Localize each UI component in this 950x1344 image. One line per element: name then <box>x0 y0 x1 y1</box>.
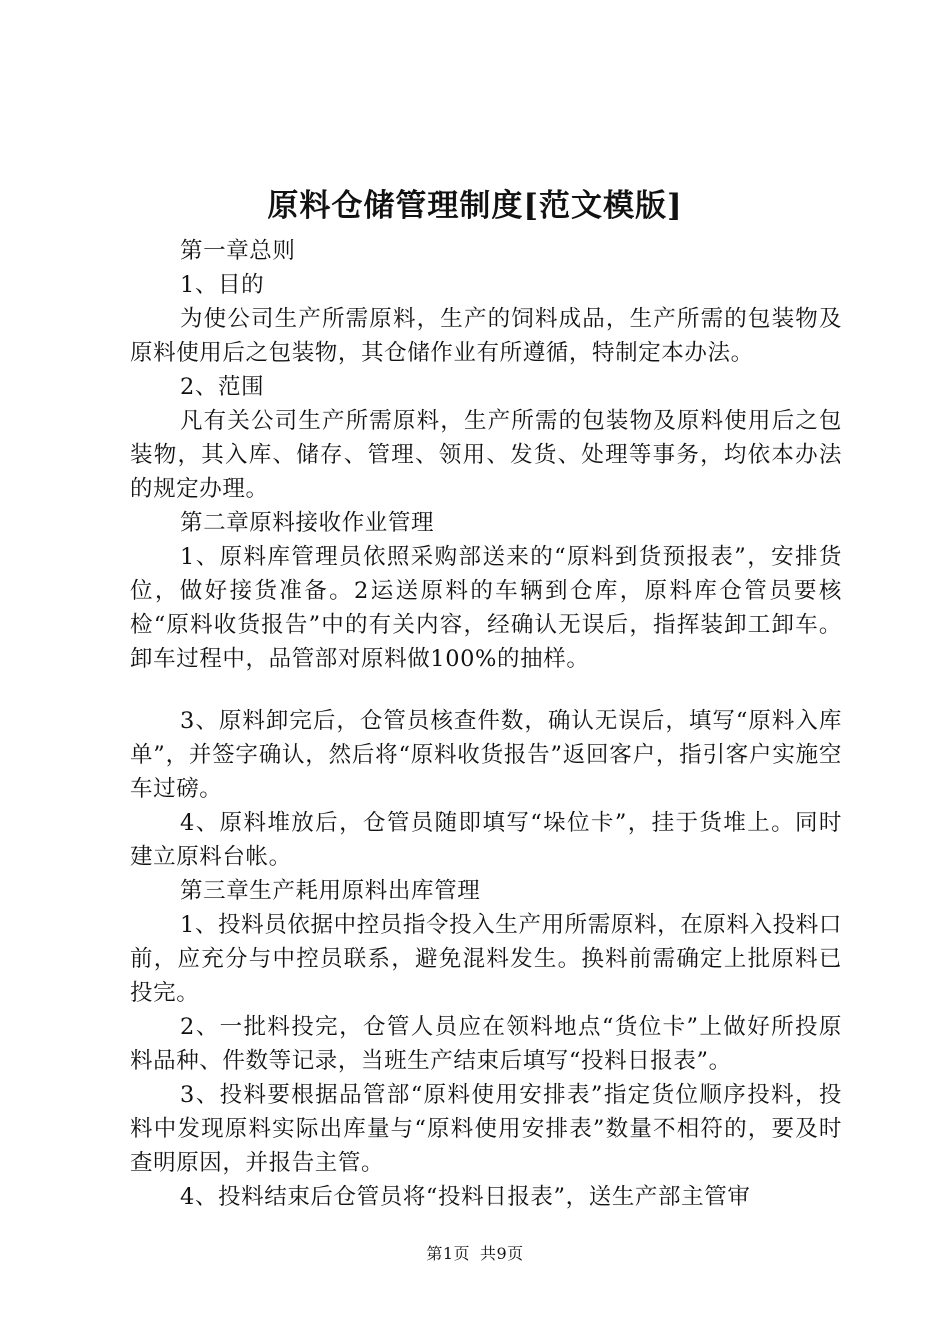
paragraph: 4、原料堆放后，仓管员随即填写“垛位卡”，挂于货堆上。同时建立原料台帐。 <box>130 810 842 870</box>
document-body <box>130 234 842 1214</box>
chapter-heading: 第一章总则 <box>180 238 296 264</box>
paragraph: 1、投料员依据中控员指令投入生产用所需原料，在原料入投料口前，应充分与中控员联系，避免混料发生。换料前需确定上批原料已投完。 <box>130 912 842 1006</box>
paragraph: 凡有关公司生产所需原料，生产所需的包装物及原料使用后之包装物，其入库、储存、管理、领用、发货、处理等事务，均依本办法的规定办理。 <box>130 408 842 502</box>
paragraph: 4、投料结束后仓管员将“投料日报表”，送生产部主管审 <box>180 1184 751 1210</box>
page-footer <box>0 1243 950 1265</box>
paragraph: 1、原料库管理员依照采购部送来的“原料到货预报表”，安排货位，做好接货准备。2运送原料的车辆到仓库，原料库仓管员要核检“原料收货报告”中的有关内容，经确认无误后，指挥装卸工卸车。卸车过程中，品管部对原料做100%的抽样。 <box>130 544 842 672</box>
chapter-heading: 第三章生产耗用原料出库管理 <box>180 878 481 904</box>
page-number: 第1页 <box>426 1244 470 1263</box>
paragraph: 为使公司生产所需原料，生产的饲料成品，生产所需的包装物及原料使用后之包装物，其仓储作业有所遵循，特制定本办法。 <box>130 306 842 366</box>
page-total: 共9页 <box>480 1244 524 1263</box>
section-heading: 2、范围 <box>180 374 265 400</box>
chapter-heading: 第二章原料接收作业管理 <box>180 510 435 536</box>
section-heading: 1、目的 <box>180 272 265 298</box>
paragraph: 3、原料卸完后，仓管员核查件数，确认无误后，填写“原料入库单”，并签字确认，然后将“原料收货报告”返回客户，指引客户实施空车过磅。 <box>130 708 842 802</box>
paragraph: 3、投料要根据品管部“原料使用安排表”指定货位顺序投料，投料中发现原料实际出库量与“原料使用安排表”数量不相符的，要及时查明原因，并报告主管。 <box>130 1082 842 1176</box>
document-title: 原料仓储管理制度[范文模版] <box>267 188 683 224</box>
paragraph: 2、一批料投完，仓管人员应在领料地点“货位卡”上做好所投原料品种、件数等记录，当班生产结束后填写“投料日报表”。 <box>130 1014 842 1074</box>
